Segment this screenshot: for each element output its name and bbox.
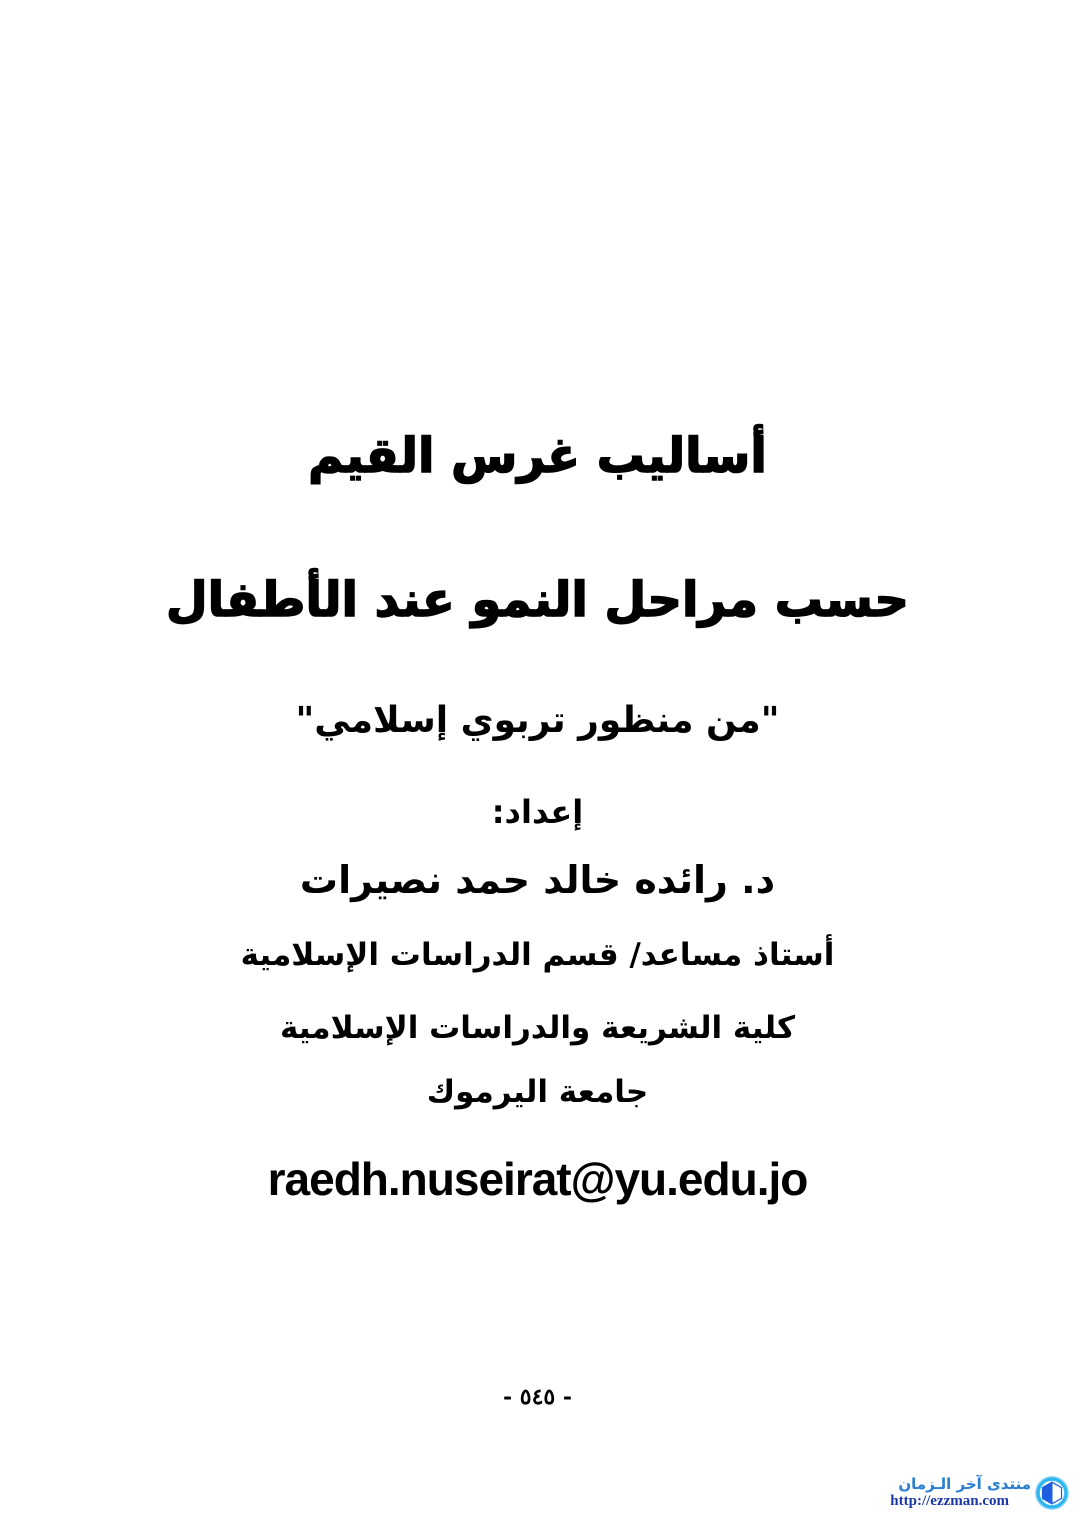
- watermark: [890, 1475, 1069, 1510]
- main-title-line1: أساليب غرس القيم: [308, 428, 767, 484]
- author-email: raedh.nuseirat@yu.edu.jo: [267, 1153, 808, 1205]
- page-number: - ٥٤٥ -: [502, 1384, 573, 1410]
- author-name: د. رائده خالد حمد نصيرات: [299, 858, 776, 902]
- author-title: أستاذ مساعد/ قسم الدراسات الإسلامية: [240, 937, 835, 973]
- faculty-name: كلية الشريعة والدراسات الإسلامية: [279, 1010, 796, 1046]
- subtitle-quoted: "من منظور تربوي إسلامي": [295, 700, 780, 741]
- main-title-line2: حسب مراحل النمو عند الأطفال: [166, 572, 909, 628]
- watermark-text-block: [890, 1475, 1031, 1510]
- watermark-site-url: http://ezzman.com: [890, 1493, 1009, 1509]
- forum-logo-icon: [1035, 1476, 1069, 1510]
- prepared-by-label: إعداد:: [491, 793, 584, 831]
- university-name: جامعة اليرموك: [426, 1074, 649, 1110]
- watermark-site-name: منتدى آخر الـزمان: [898, 1475, 1031, 1493]
